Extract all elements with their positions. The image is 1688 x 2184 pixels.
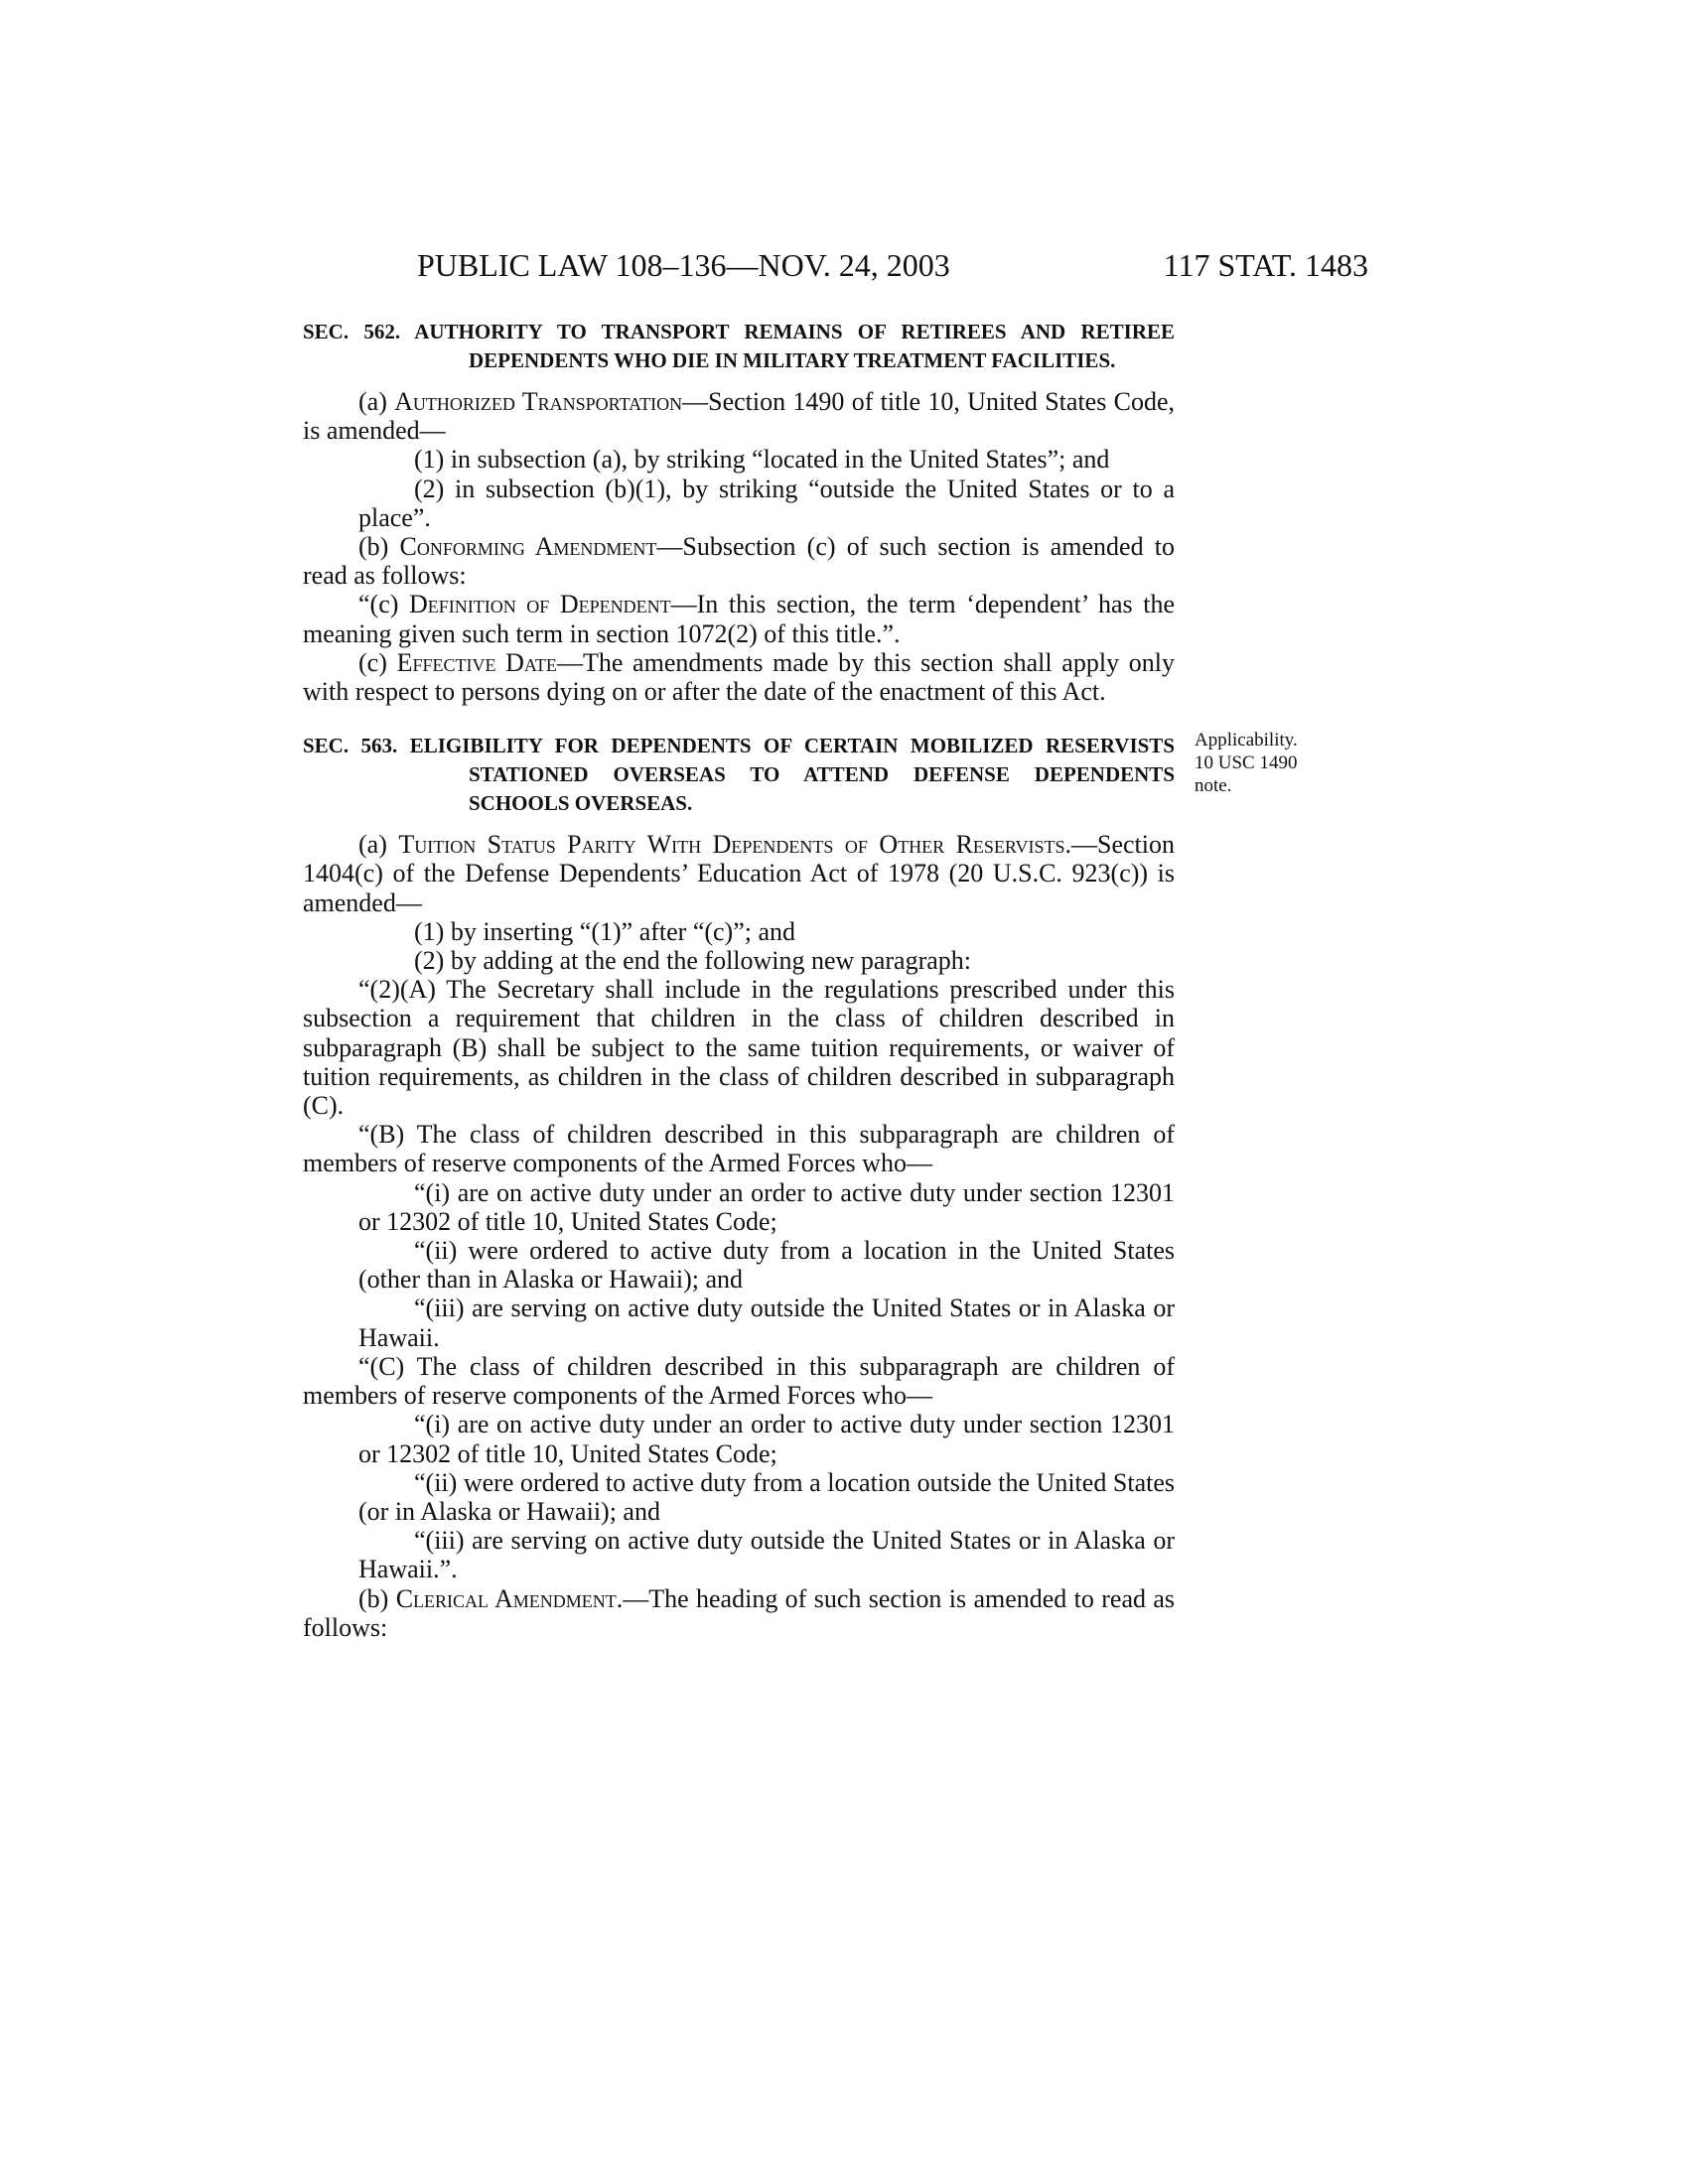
margin-note-line-2: 10 USC 1490 xyxy=(1195,752,1298,773)
public-law-title: PUBLIC LAW 108–136—NOV. 24, 2003 xyxy=(417,247,950,283)
sec-563-B-clause-i: “(i) are on active duty under an order to active duty under section 12301 or 12302 of title 10, United States Code; xyxy=(358,1177,1175,1236)
sec-563-subsection-a: (a) Tuition Status Parity With Dependents of Other Reservists.—Section 1404(c) of the Defense Dependents’ Education Act of 1978 (20 U.S.C. 923(c)) is amended— xyxy=(303,830,1176,917)
sec-562-subsection-a: (a) Authorized Transportation—Section 1490 of title 10, United States Code, is amended— xyxy=(303,387,1175,446)
sec-563-paragraph-2A: “(2)(A) The Secretary shall include in the regulations prescribed under this subsection a requirement that children in the class of children described in subparagraph (B) shall be subject to the same tuition requirements, or waiver of tuition requirements, as children in the class of children described in subparagraph (C). xyxy=(303,975,1175,1121)
margin-note-line-3: note. xyxy=(1195,775,1232,796)
sec-562-heading: SEC. 562. AUTHORITY TO TRANSPORT REMAINS OF RETIREES AND RETIREE DEPENDENTS WHO DIE IN MILITARY TREATMENT FACILITIES. xyxy=(303,320,1175,372)
sec-563-C-clause-ii: “(ii) were ordered to active duty from a location outside the United States (or in Alaska or Hawaii); and xyxy=(358,1467,1175,1526)
sec-563-B-clause-iii: “(iii) are serving on active duty outside the United States or in Alaska or Hawaii. xyxy=(358,1294,1175,1352)
sec-563-subparagraph-C: “(C) The class of children described in this subparagraph are children of members of reserve components of the Armed Forces who— xyxy=(303,1351,1175,1411)
sec-563-b-heading: Clerical Amendment xyxy=(395,1583,617,1613)
sec-562-subsection-b: (b) Conforming Amendment—Subsection (c) of such section is amended to read as follows: xyxy=(303,532,1175,591)
sec-562-a-paragraph-1: (1) in subsection (a), by striking “located in the United States”; and xyxy=(414,445,1110,475)
sec-562-c-heading: Effective Date xyxy=(396,647,557,677)
sec-563-a-paragraph-1: (1) by inserting “(1)” after “(c)”; and xyxy=(414,916,796,946)
sec-563-C-clause-iii: “(iii) are serving on active duty outside the United States or in Alaska or Hawaii.”. xyxy=(358,1526,1175,1584)
sec-563-subsection-b: (b) Clerical Amendment.—The heading of such section is amended to read as follows: xyxy=(303,1583,1176,1642)
margin-note xyxy=(1195,729,1334,797)
definition-heading: Definition of Dependent xyxy=(408,590,671,619)
sec-563-heading: SEC. 563. ELIGIBILITY FOR DEPENDENTS OF CERTAIN MOBILIZED RESERVISTS STATIONED OVERSEAS TO ATTEND DEFENSE DEPENDENTS SCHOOLS OVERSEAS. xyxy=(303,734,1175,816)
main-text xyxy=(303,318,1175,1642)
sec-562-a-paragraph-2: (2) in subsection (b)(1), by striking “outside the United States or to a place”. xyxy=(358,474,1175,532)
sec-562-subsection-c: (c) Effective Date—The amendments made by this section shall apply only with respect to persons dying on or after the date of the enactment of this Act. xyxy=(303,647,1175,707)
sec-562-b-heading: Conforming Amendment xyxy=(399,532,657,562)
sec-563-B-clause-ii: “(ii) were ordered to active duty from a location in the United States (other than in Alaska or Hawaii); and xyxy=(358,1236,1175,1295)
sec-562-a-heading: Authorized Transportation xyxy=(394,387,683,416)
margin-note-line-1: Applicability. xyxy=(1195,730,1298,751)
sec-563-C-clause-i: “(i) are on active duty under an order to active duty under section 12301 or 12302 of title 10, United States Code; xyxy=(358,1410,1175,1468)
sec-563-a-heading: Tuition Status Parity With Dependents of Other Reservists xyxy=(398,830,1065,860)
sec-563-a-paragraph-2: (2) by adding at the end the following new paragraph: xyxy=(414,946,971,976)
running-head xyxy=(417,245,1368,285)
stat-page-number: 117 STAT. 1483 xyxy=(1163,247,1368,283)
sec-562-definition-paragraph: “(c) Definition of Dependent—In this section, the term ‘dependent’ has the meaning given such term in section 1072(2) of this title.”. xyxy=(303,590,1175,648)
sec-563-subparagraph-B: “(B) The class of children described in this subparagraph are children of members of reserve components of the Armed Forces who— xyxy=(303,1120,1175,1178)
